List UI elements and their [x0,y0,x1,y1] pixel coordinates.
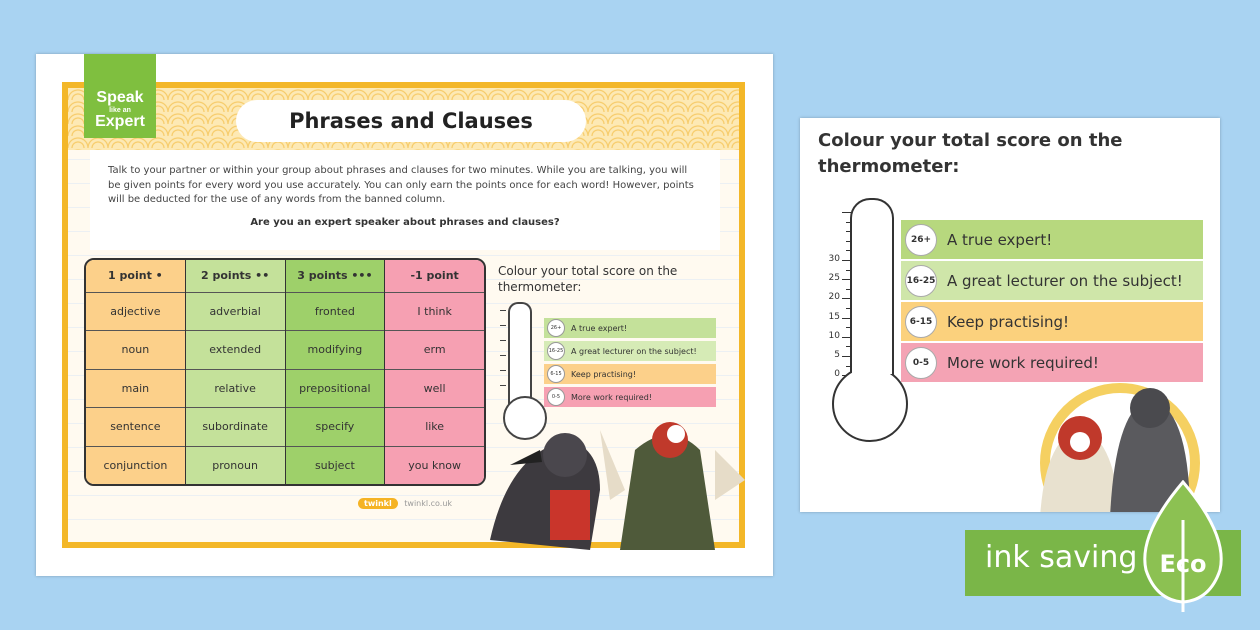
scale-label: 10 [828,330,840,341]
table-cell: relative [186,370,285,408]
eco-badge-text: Eco [1159,550,1207,578]
ink-saving-label: ink saving [985,540,1138,575]
table-cell: specify [286,408,385,446]
table-cell: well [385,370,484,408]
scale-label: 20 [828,292,840,303]
table-cell: main [86,370,185,408]
scale-label: 30 [828,253,840,264]
bird-characters-illustration [470,410,750,550]
twinkl-logo: twinkl twinkl.co.uk [358,498,488,514]
thermometer-scale [822,212,852,385]
eco-leaf-icon [1140,480,1226,612]
table-cell: extended [186,331,285,369]
legend-row: 16-25 A great lecturer on the subject! [544,341,716,361]
legend-row: 0-5 More work required! [901,343,1203,382]
legend-row: 0-5 More work required! [544,387,716,407]
table-cell: fronted [286,293,385,331]
points-table [84,258,486,486]
table-cell: prepositional [286,370,385,408]
column-2-points [186,260,286,484]
speak-expert-badge: Speak like an Expert [84,54,156,138]
small-thermometer-legend [544,318,716,410]
table-cell: pronoun [212,458,258,472]
column-3-points [286,260,386,484]
table-cell: adverbial [186,293,285,331]
table-cell: erm [385,331,484,369]
legend-row: 26+ A true expert! [544,318,716,338]
column-header: 1 point • [86,260,185,293]
thermometer-instruction: Colour your total score on the thermometer: [818,130,1123,178]
column-1-point [86,260,186,484]
intro-question: Are you an expert speaker about phrases and clauses? [250,216,560,228]
column-header: 3 points ••• [286,260,385,293]
table-cell: modifying [286,331,385,369]
table-cell: noun [86,331,185,369]
scale-label: 5 [834,349,840,360]
table-cell: adjective [86,293,185,331]
scale-label: 25 [828,273,840,284]
legend-row: 6-15 Keep practising! [901,302,1203,341]
legend-row: 16-25 A great lecturer on the subject! [901,261,1203,300]
thermometer-bulb [832,366,908,442]
scale-label: 15 [828,311,840,322]
thermometer-legend [901,220,1203,384]
legend-row: 26+ A true expert! [901,220,1203,259]
page-title: Phrases and Clauses [236,100,586,142]
small-thermometer-scale [494,310,506,400]
column-header: 2 points •• [186,260,285,293]
intro-box [90,150,720,250]
column-header: -1 point [385,260,484,293]
table-cell: you know [408,458,462,472]
table-cell: subject [314,458,355,472]
scale-label: 0 [834,369,840,380]
intro-paragraph: Talk to your partner or within your group about phrases and clauses for two minutes. While you are talking, you will be given points for every word you use accurately. You can only earn the points once for each word! However, points will be deducted for the use of any words from the banned column. [108,165,694,205]
small-thermometer-instruction: Colour your total score on the thermometer: [498,264,678,294]
table-cell: I think [385,293,484,331]
table-cell: subordinate [186,408,285,446]
table-cell: sentence [86,408,185,446]
thermometer-sheet [800,118,1220,512]
table-cell: like [385,408,484,446]
table-cell: conjunction [103,458,168,472]
legend-row: 6-15 Keep practising! [544,364,716,384]
